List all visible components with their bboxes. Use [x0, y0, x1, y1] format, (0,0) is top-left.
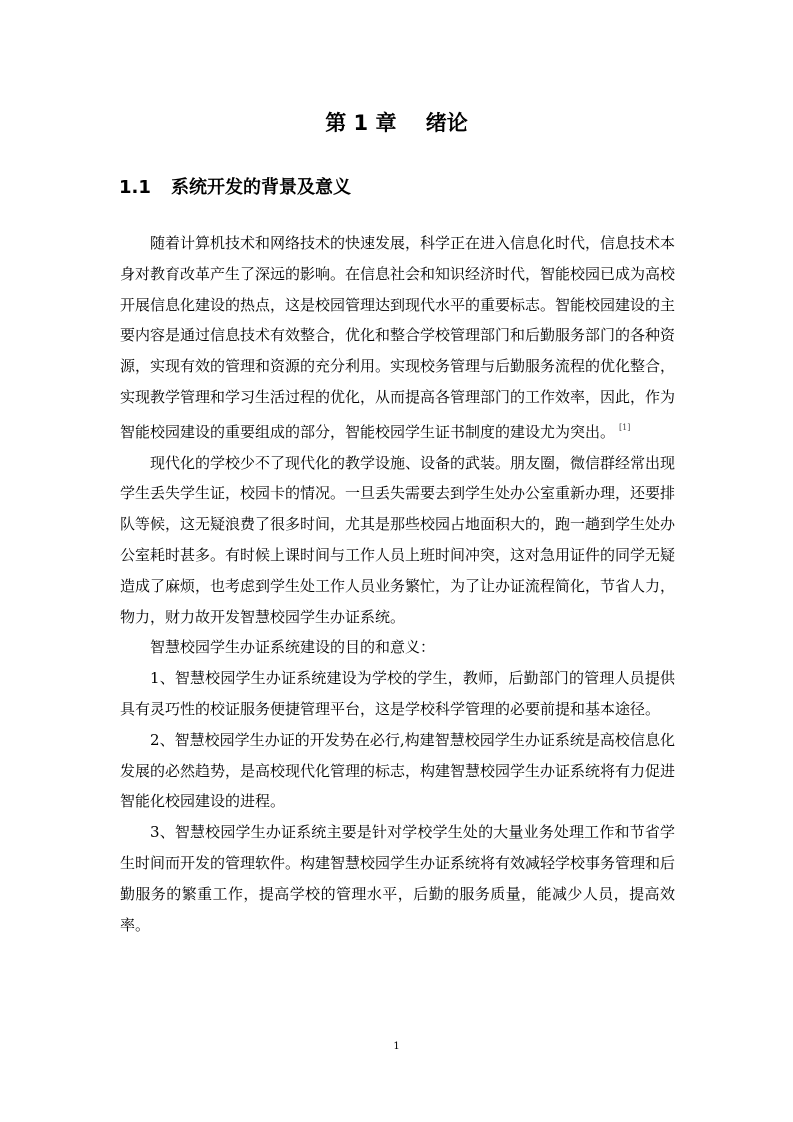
paragraph-background: [120, 228, 675, 448]
body-text: [120, 228, 675, 940]
chapter-title: 第 1 章 绪论: [325, 111, 468, 135]
section-title: 系统开发的背景及意义: [171, 177, 351, 198]
page-number: 1: [393, 1041, 400, 1052]
list-item-purpose-2: 2、智慧校园学生办证的开发势在必行,构建智慧校园学生办证系统是高校信息化发展的必然趋势，是高校现代化管理的标志，构建智慧校园学生办证系统将有力促进智能化校园建设的进程。: [120, 730, 676, 811]
list-item-purpose-3: 3、智慧校园学生办证系统主要是针对学校学生处的大量业务处理工作和节省学生时间而开发的管理软件。构建智慧校园学生办证系统将有效减轻学校事务管理和后勤服务的繁重工作，提高学校的管理水平，后勤的服务质量，能减少人员，提高效率。: [120, 823, 676, 934]
citation-marker: [1]: [619, 422, 631, 432]
paragraph-motivation: 现代化的学校少不了现代化的教学设施、设备的武装。朋友圈，微信群经常出现学生丢失学生证，校园卡的情况。一旦丢失需要去到学生处办公室重新办理，还要排队等候，这无疑浪费了很多时间，尤其是那些校园占地面积大的，跑一趟到学生处办公室耗时甚多。有时候上课时间与工作人员上班时间冲突，这对急用证件的同学无疑造成了麻烦，也考虑到学生处工作人员业务繁忙，为了让办证流程简化，节省人力，物力，财力故开发智慧校园学生办证系统。: [120, 453, 676, 626]
section-heading: [119, 175, 351, 201]
paragraph-background-text: 随着计算机技术和网络技术的快速发展，科学正在进入信息化时代，信息技术本身对教育改革产生了深远的影响。在信息社会和知识经济时代，智能校园已成为高校开展信息化建设的热点，这是校园管理达到现代水平的重要标志。智能校园建设的主要内容是通过信息技术有效整合，优化和整合学校管理部门和后勤服务部门的各种资源，实现有效的管理和资源的充分利用。实现校务管理与后勤服务流程的优化整合，实现教学管理和学习生活过程的优化，从而提高各管理部门的工作效率，因此，作为智能校园建设的重要组成的部分，智能校园学生证书制度的建设尤为突出。: [120, 234, 676, 441]
paragraph-purpose-intro: 智慧校园学生办证系统建设的目的和意义：: [150, 638, 436, 657]
section-number: 1.1: [119, 177, 151, 198]
list-item-purpose-1: 1、智慧校园学生办证系统建设为学校的学生，教师，后勤部门的管理人员提供具有灵巧性的校证服务便捷管理平台，这是学校科学管理的必要前提和基本途径。: [120, 669, 675, 718]
